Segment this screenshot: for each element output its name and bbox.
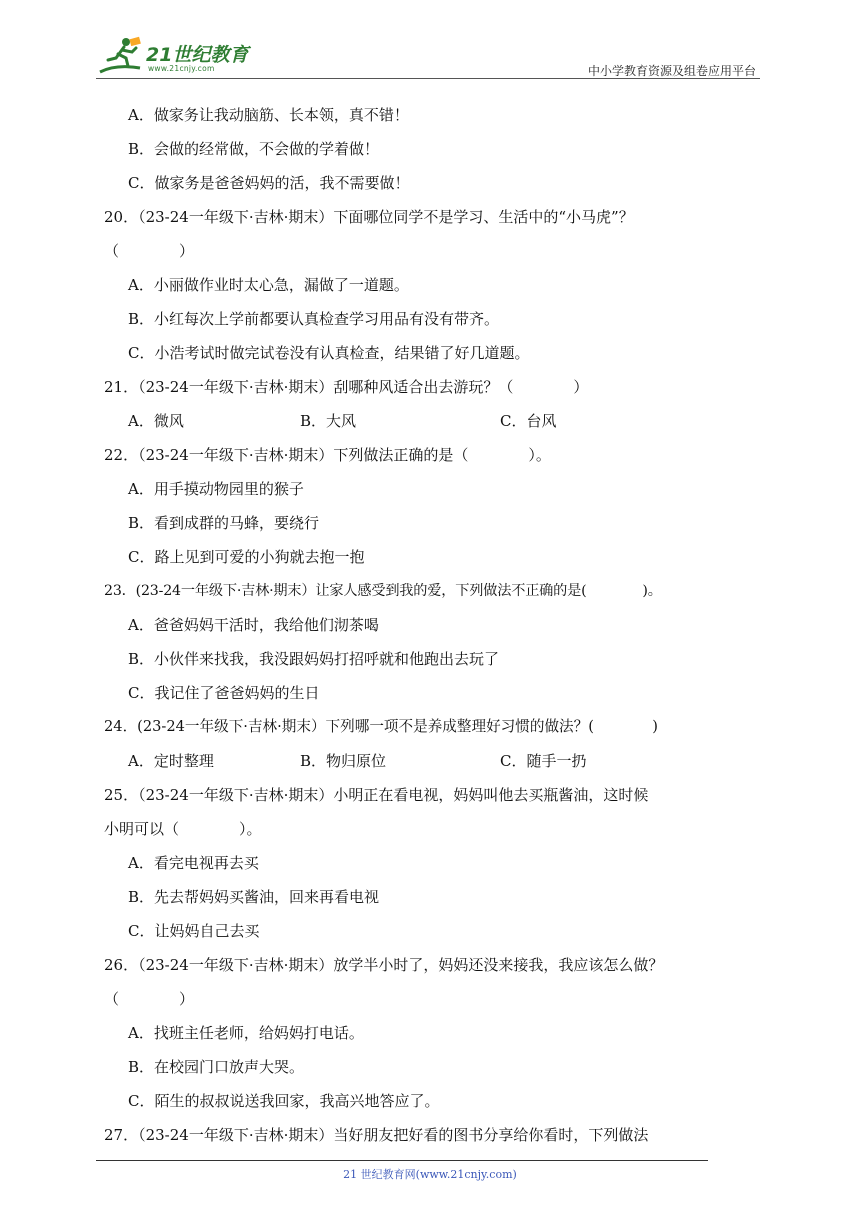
page-footer: 21 世纪教育网(www.21cnjy.com): [343, 1168, 517, 1181]
logo-text: 21世纪教育: [146, 44, 249, 66]
option-c: C．台风: [500, 412, 557, 430]
q21-options: [128, 410, 556, 432]
logo-url: www.21cnjy.com: [148, 64, 215, 73]
question-21: 21．（23-24一年级下·吉林·期末）刮哪种风适合出去游玩？（ ）: [104, 378, 589, 396]
option-line: C．小浩考试时做完试卷没有认真检查，结果错了好几道题。: [128, 344, 530, 362]
question-27: 27．（23-24一年级下·吉林·期末）当好朋友把好看的图书分享给你看时，下列做法: [104, 1126, 649, 1144]
question-20: 20．（23-24一年级下·吉林·期末）下面哪位同学不是学习、生活中的“小马虎”？: [104, 208, 634, 226]
header-divider: [96, 78, 760, 79]
option-line: B．看到成群的马蜂，要绕行: [128, 514, 320, 532]
option-line: B．小伙伴来找我，我没跟妈妈打招呼就和他跑出去玩了: [128, 650, 500, 668]
option-a: A．定时整理: [128, 752, 214, 770]
logo: [96, 34, 266, 78]
option-line: C．做家务是爸爸妈妈的活，我不需要做！: [128, 174, 410, 192]
option-line: A．做家务让我动脑筋、长本领，真不错！: [128, 106, 409, 124]
answer-blank: （ ）: [104, 990, 195, 1008]
option-line: C．路上见到可爱的小狗就去抱一抱: [128, 548, 365, 566]
option-a: A．微风: [128, 412, 184, 430]
question-24: 24．(23-24一年级下·吉林·期末）下列哪一项不是养成整理好习惯的做法？( ): [104, 718, 659, 735]
option-b: B．大风: [300, 412, 357, 430]
header-tagline: 中小学教育资源及组卷应用平台: [587, 64, 756, 78]
option-b: B．物归原位: [300, 752, 387, 770]
option-line: B．在校园门口放声大哭。: [128, 1058, 305, 1076]
option-line: C．让妈妈自己去买: [128, 922, 260, 940]
footer-divider: [96, 1160, 708, 1161]
question-26: 26．（23-24一年级下·吉林·期末）放学半小时了，妈妈还没来接我，我应该怎么做？: [104, 956, 664, 974]
question-22: 22．（23-24一年级下·吉林·期末）下列做法正确的是（ ）。: [104, 446, 551, 464]
option-line: A．找班主任老师，给妈妈打电话。: [128, 1024, 364, 1042]
page-header: [96, 34, 760, 80]
answer-blank: （ ）: [104, 242, 195, 260]
option-line: B．先去帮妈妈买酱油，回来再看电视: [128, 888, 380, 906]
option-line: A．小丽做作业时太心急，漏做了一道题。: [128, 276, 409, 294]
option-line: A．看完电视再去买: [128, 854, 259, 872]
option-line: B．小红每次上学前都要认真检查学习用品有没有带齐。: [128, 310, 500, 328]
question-25: 25．（23-24一年级下·吉林·期末）小明正在看电视，妈妈叫他去买瓶酱油，这时候: [104, 786, 649, 804]
q24-options: [128, 750, 586, 772]
option-line: A．爸爸妈妈干活时，我给他们沏茶喝: [128, 616, 379, 634]
option-line: B．会做的经常做，不会做的学着做！: [128, 140, 380, 158]
question-23: 23．(23-24一年级下·吉林·期末）让家人感受到我的爱，下列做法不正确的是( )。: [104, 583, 662, 599]
option-line: A．用手摸动物园里的猴子: [128, 480, 304, 498]
question-25-cont: 小明可以（ ）。: [104, 820, 262, 838]
runner-logo-icon: [96, 34, 146, 78]
option-line: C．我记住了爸爸妈妈的生日: [128, 684, 320, 702]
option-line: C．陌生的叔叔说送我回家，我高兴地答应了。: [128, 1092, 440, 1110]
option-c: C．随手一扔: [500, 752, 587, 770]
